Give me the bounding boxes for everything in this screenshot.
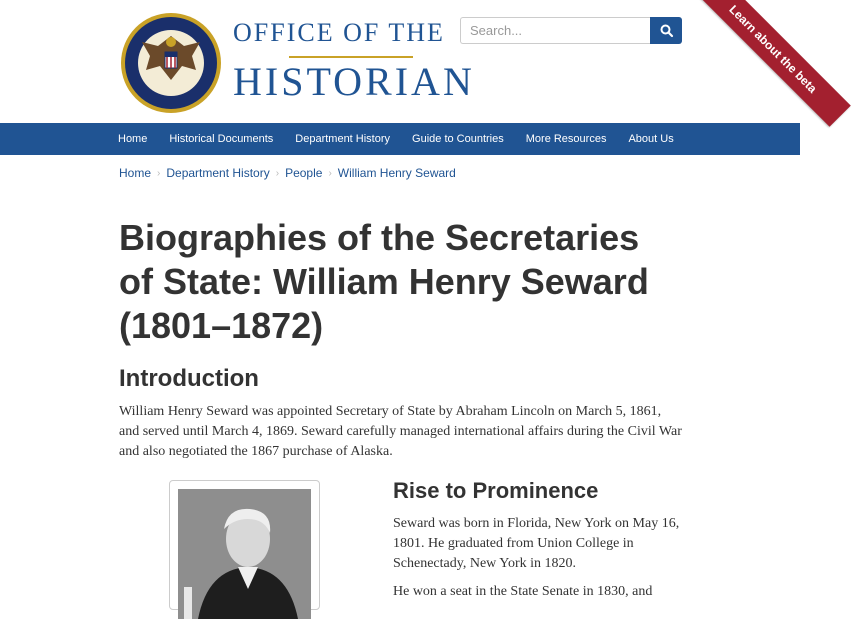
nav-item-more-resources[interactable]: More Resources [525,133,607,145]
nav-item-about-us[interactable]: About Us [628,133,674,145]
search-form [460,17,682,44]
logo-text-line1[interactable]: OFFICE OF THE [233,18,445,47]
breadcrumb [119,166,456,180]
nav-item-guide-to-countries[interactable]: Guide to Countries [412,133,504,145]
portrait-frame [169,480,320,610]
nav-item-department-history[interactable]: Department History [295,133,391,145]
breadcrumb-separator-icon: › [157,167,161,179]
breadcrumb-separator-icon: › [275,167,280,179]
nav-item-historical-documents[interactable]: Historical Documents [169,133,274,145]
rise-heading: Rise to Prominence [393,478,599,503]
breadcrumb-home[interactable]: Home [119,166,152,180]
seward-portrait-image[interactable] [178,489,311,619]
site-header [0,0,820,123]
logo-text-line2[interactable]: HISTORIAN [233,59,475,104]
intro-paragraph: William Henry Seward was appointed Secretary of State by Abraham Lincoln on March 5, 1861, and served until March 4, 1869. Seward carefully managed international affairs during the Civil War and also negotiated the 1867 purchase of Alaska. [119,404,682,459]
portrait-silhouette-icon [178,489,311,619]
rise-paragraph-2: He won a seat in the State Senate in 1830, and [393,584,653,599]
main-navbar [0,123,800,155]
nav-item-home[interactable]: Home [118,133,148,145]
search-input[interactable] [460,17,650,44]
nav-list [107,123,685,155]
intro-heading: Introduction [119,365,259,392]
breadcrumb-separator-icon: › [328,167,332,179]
department-of-state-seal-icon[interactable] [120,12,222,114]
breadcrumb-people[interactable]: People [285,166,323,180]
beta-ribbon-link[interactable]: Learn about the beta [695,0,851,127]
beta-ribbon-container [670,0,820,130]
page-title: Biographies of the Secretaries of State: William Henry Seward (1801–1872) [119,217,649,346]
rise-paragraph: Seward was born in Florida, New York on May 16, 1801. He graduated from Union College in Schenectady, New York in 1820. [393,516,680,571]
breadcrumb-current[interactable]: William Henry Seward [337,166,456,180]
breadcrumb-department-history[interactable]: Department History [166,166,270,180]
